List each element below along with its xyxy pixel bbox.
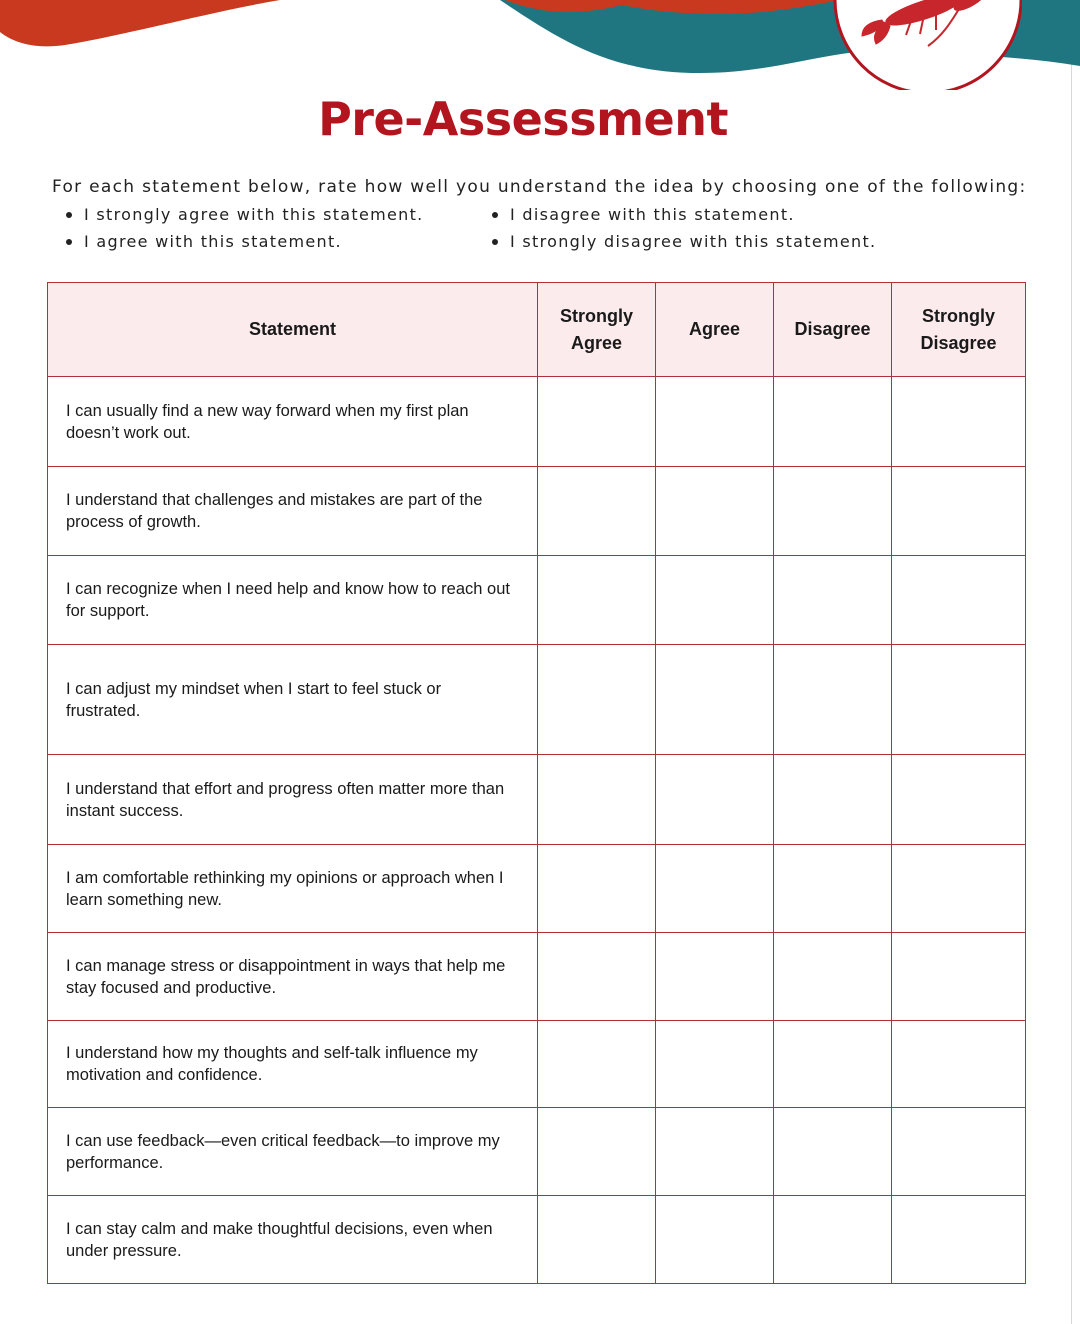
statement-text: I understand that challenges and mistakes are part of the process of growth.: [48, 467, 538, 556]
page-title: Pre-Assessment: [318, 92, 728, 146]
option-strongly-disagree: I strongly disagree with this statement.: [488, 231, 876, 258]
table-header-row: [48, 283, 1026, 377]
page-edge: [1071, 0, 1072, 1324]
rating-cell-agree[interactable]: [656, 1108, 774, 1196]
rating-cell-strongly-agree[interactable]: [538, 933, 656, 1021]
table-row: [48, 933, 1026, 1021]
column-header-disagree: Disagree: [774, 283, 892, 377]
rating-cell-strongly-disagree[interactable]: [892, 556, 1026, 645]
column-header-strongly-agree: Strongly Agree: [538, 283, 656, 377]
statement-text: I can manage stress or disappointment in ways that help me stay focused and productive.: [48, 933, 538, 1021]
rating-cell-disagree[interactable]: [774, 933, 892, 1021]
rating-cell-disagree[interactable]: [774, 1196, 892, 1284]
rating-cell-agree[interactable]: [656, 377, 774, 467]
rating-cell-strongly-disagree[interactable]: [892, 845, 1026, 933]
rating-cell-agree[interactable]: [656, 556, 774, 645]
rating-cell-strongly-agree[interactable]: [538, 845, 656, 933]
logo-badge: [832, 0, 1022, 90]
assessment-table: [47, 282, 1026, 1284]
table-row: [48, 377, 1026, 467]
rating-cell-strongly-disagree[interactable]: [892, 1108, 1026, 1196]
rating-cell-strongly-agree[interactable]: [538, 467, 656, 556]
options-list-right: [488, 204, 876, 258]
rating-cell-strongly-agree[interactable]: [538, 1021, 656, 1108]
rating-cell-strongly-disagree[interactable]: [892, 467, 1026, 556]
option-disagree: I disagree with this statement.: [488, 204, 876, 231]
rating-cell-strongly-disagree[interactable]: [892, 1196, 1026, 1284]
statement-text: I can stay calm and make thoughtful decisions, even when under pressure.: [48, 1196, 538, 1284]
options-list-left: [62, 204, 424, 258]
rating-cell-strongly-disagree[interactable]: [892, 933, 1026, 1021]
rating-cell-agree[interactable]: [656, 645, 774, 755]
rating-cell-agree[interactable]: [656, 845, 774, 933]
rating-cell-agree[interactable]: [656, 1021, 774, 1108]
rating-cell-disagree[interactable]: [774, 556, 892, 645]
rating-cell-strongly-agree[interactable]: [538, 556, 656, 645]
column-header-agree: Agree: [656, 283, 774, 377]
red-wave-left: [0, 0, 280, 46]
rating-cell-disagree[interactable]: [774, 755, 892, 845]
table-row: [48, 645, 1026, 755]
rating-cell-disagree[interactable]: [774, 377, 892, 467]
statement-text: I can usually find a new way forward when my first plan doesn’t work out.: [48, 377, 538, 467]
option-agree: I agree with this statement.: [62, 231, 424, 258]
statement-text: I am comfortable rethinking my opinions or approach when I learn something new.: [48, 845, 538, 933]
rating-cell-disagree[interactable]: [774, 1021, 892, 1108]
instructions-text: For each statement below, rate how well you understand the idea by choosing one of the following:: [52, 177, 1027, 197]
rating-cell-strongly-disagree[interactable]: [892, 377, 1026, 467]
rating-cell-agree[interactable]: [656, 467, 774, 556]
rating-cell-strongly-disagree[interactable]: [892, 755, 1026, 845]
rating-cell-strongly-agree[interactable]: [538, 645, 656, 755]
rating-cell-agree[interactable]: [656, 1196, 774, 1284]
column-header-statement: Statement: [48, 283, 538, 377]
table-row: [48, 845, 1026, 933]
rating-cell-strongly-agree[interactable]: [538, 377, 656, 467]
rating-cell-strongly-agree[interactable]: [538, 755, 656, 845]
statement-text: I understand how my thoughts and self-talk influence my motivation and confidence.: [48, 1021, 538, 1108]
rating-cell-strongly-disagree[interactable]: [892, 1021, 1026, 1108]
rating-cell-agree[interactable]: [656, 755, 774, 845]
statement-text: I understand that effort and progress often matter more than instant success.: [48, 755, 538, 845]
rating-cell-strongly-agree[interactable]: [538, 1108, 656, 1196]
rating-cell-disagree[interactable]: [774, 467, 892, 556]
rating-cell-agree[interactable]: [656, 933, 774, 1021]
table-row: [48, 1196, 1026, 1284]
table-row: [48, 467, 1026, 556]
rating-cell-disagree[interactable]: [774, 1108, 892, 1196]
table-row: [48, 556, 1026, 645]
option-strongly-agree: I strongly agree with this statement.: [62, 204, 424, 231]
statement-text: I can recognize when I need help and know how to reach out for support.: [48, 556, 538, 645]
rating-cell-strongly-disagree[interactable]: [892, 645, 1026, 755]
table-row: [48, 1108, 1026, 1196]
statement-text: I can use feedback—even critical feedback—to improve my performance.: [48, 1108, 538, 1196]
table-row: [48, 1021, 1026, 1108]
statement-text: I can adjust my mindset when I start to feel stuck or frustrated.: [48, 645, 538, 755]
rating-cell-strongly-agree[interactable]: [538, 1196, 656, 1284]
rating-cell-disagree[interactable]: [774, 845, 892, 933]
table-row: [48, 755, 1026, 845]
column-header-strongly-disagree: Strongly Disagree: [892, 283, 1026, 377]
rating-cell-disagree[interactable]: [774, 645, 892, 755]
